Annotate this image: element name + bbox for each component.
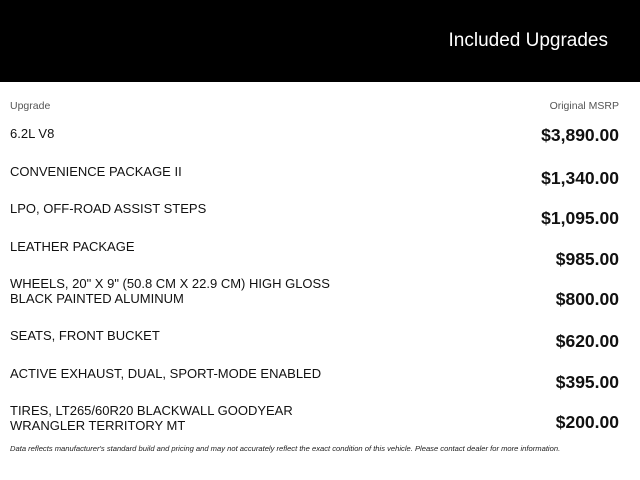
upgrade-name: 6.2L V8 bbox=[10, 126, 55, 141]
page-title: Included Upgrades bbox=[448, 30, 608, 51]
table-row bbox=[0, 366, 640, 404]
upgrade-name: WHEELS, 20" X 9" (50.8 CM X 22.9 CM) HIGH GLOSS BLACK PAINTED ALUMINUM bbox=[10, 276, 330, 306]
table-row bbox=[0, 126, 640, 164]
table-row bbox=[0, 239, 640, 277]
upgrade-name: SEATS, FRONT BUCKET bbox=[10, 328, 160, 343]
table-row bbox=[0, 164, 640, 202]
upgrade-price: $1,340.00 bbox=[541, 167, 619, 188]
upgrade-name: LEATHER PACKAGE bbox=[10, 238, 135, 254]
upgrade-price: $3,890.00 bbox=[541, 125, 619, 145]
column-header-upgrade: Upgrade bbox=[10, 100, 51, 112]
disclaimer-text: Data reflects manufacturer's standard build and pricing and may not accurately reflect the exact condition of this vehicle. Please contact dealer for more information. bbox=[10, 444, 561, 453]
upgrade-price: $395.00 bbox=[555, 371, 619, 392]
upgrade-name: TIRES, LT265/60R20 BLACKWALL GOODYEAR WRANGLER TERRITORY MT bbox=[10, 403, 293, 433]
upgrade-name: ACTIVE EXHAUST, DUAL, SPORT-MODE ENABLED bbox=[10, 365, 322, 381]
upgrade-price: $620.00 bbox=[555, 331, 619, 351]
header-bar bbox=[0, 0, 640, 82]
table-row bbox=[0, 328, 640, 366]
upgrade-name: CONVENIENCE PACKAGE II bbox=[10, 163, 182, 179]
upgrades-table bbox=[0, 126, 640, 455]
upgrade-price: $1,095.00 bbox=[541, 208, 619, 228]
table-row bbox=[0, 201, 640, 239]
upgrade-price: $800.00 bbox=[555, 289, 619, 309]
upgrade-price: $200.00 bbox=[555, 412, 619, 432]
upgrade-price: $985.00 bbox=[555, 248, 619, 269]
table-row bbox=[0, 276, 640, 328]
column-header-msrp: Original MSRP bbox=[549, 100, 619, 112]
upgrade-name: LPO, OFF-ROAD ASSIST STEPS bbox=[10, 201, 207, 216]
